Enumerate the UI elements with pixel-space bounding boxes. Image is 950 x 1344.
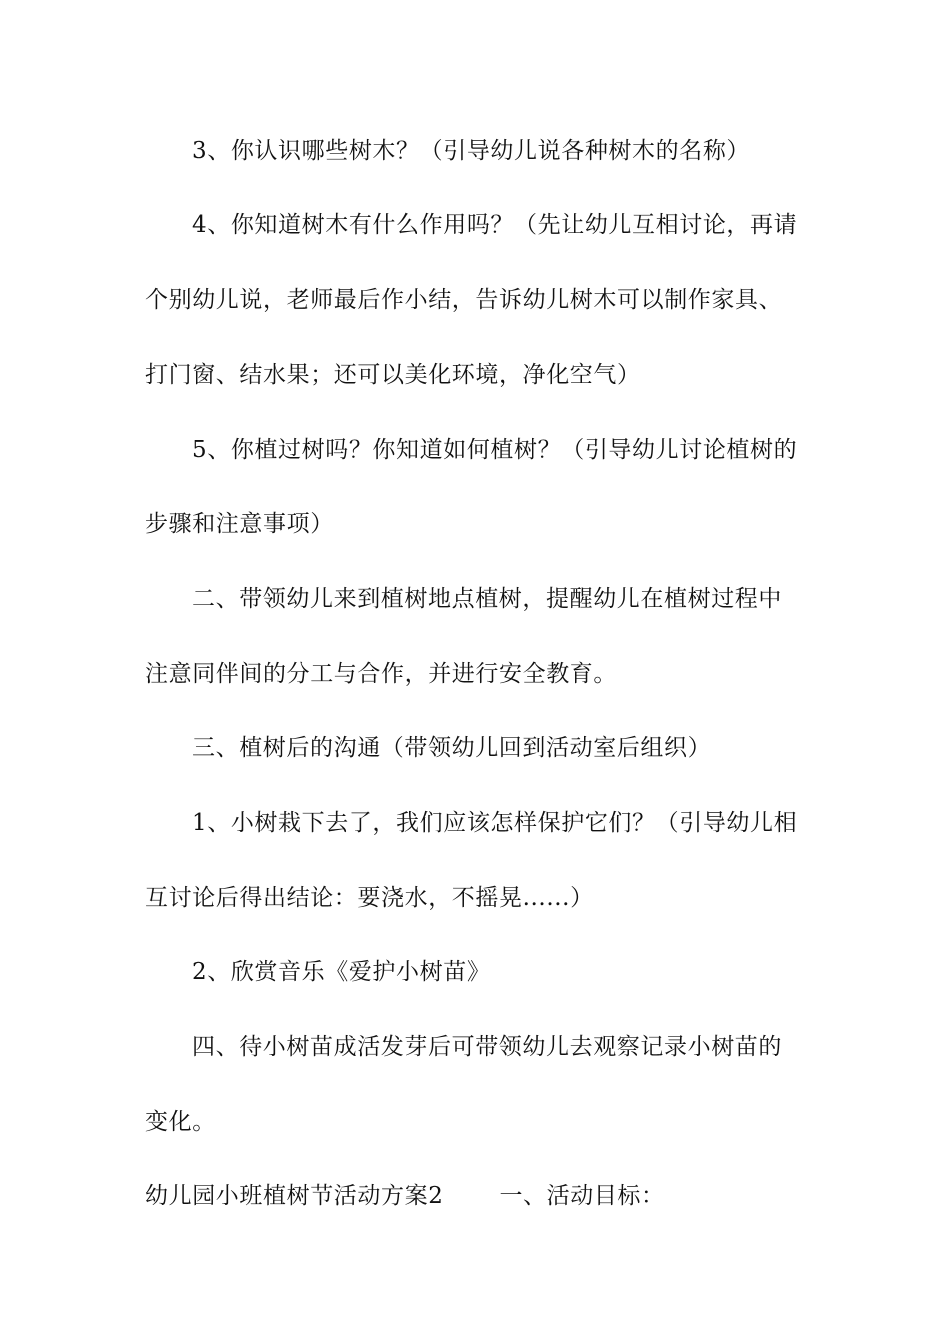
paragraph-line: 互讨论后得出结论：要浇水，不摇晃......） (145, 885, 594, 911)
paragraph-line: 三、植树后的沟通（带领幼儿回到活动室后组织） (192, 735, 712, 761)
paragraph-line: 步骤和注意事项） (145, 511, 334, 537)
paragraph-line: 打门窗、结水果；还可以美化环境，净化空气） (145, 362, 641, 388)
paragraph-line: 变化。 (145, 1109, 216, 1135)
paragraph-line: 1、小树栽下去了，我们应该怎样保护它们？（引导幼儿相 (192, 810, 798, 836)
section-heading-line (145, 1181, 825, 1211)
section-subtitle: 一、活动目标： (499, 1183, 665, 1209)
paragraph-line: 注意同伴间的分工与合作，并进行安全教育。 (145, 661, 617, 687)
paragraph-line: 二、带领幼儿来到植树地点植树，提醒幼儿在植树过程中 (192, 586, 782, 612)
paragraph-line: 3、你认识哪些树木？（引导幼儿说各种树木的名称） (192, 138, 751, 164)
paragraph-line: 4、你知道树木有什么作用吗？（先让幼儿互相讨论，再请 (192, 212, 798, 238)
paragraph-line: 四、待小树苗成活发芽后可带领幼儿去观察记录小树苗的 (192, 1034, 782, 1060)
section-title: 幼儿园小班植树节活动方案2 (145, 1183, 444, 1209)
paragraph-line: 2、欣赏音乐《爱护小树苗》 (192, 959, 491, 985)
paragraph-line: 个别幼儿说，老师最后作小结，告诉幼儿树木可以制作家具、 (145, 287, 783, 313)
paragraph-line: 5、你植过树吗？你知道如何植树？（引导幼儿讨论植树的 (192, 437, 798, 463)
